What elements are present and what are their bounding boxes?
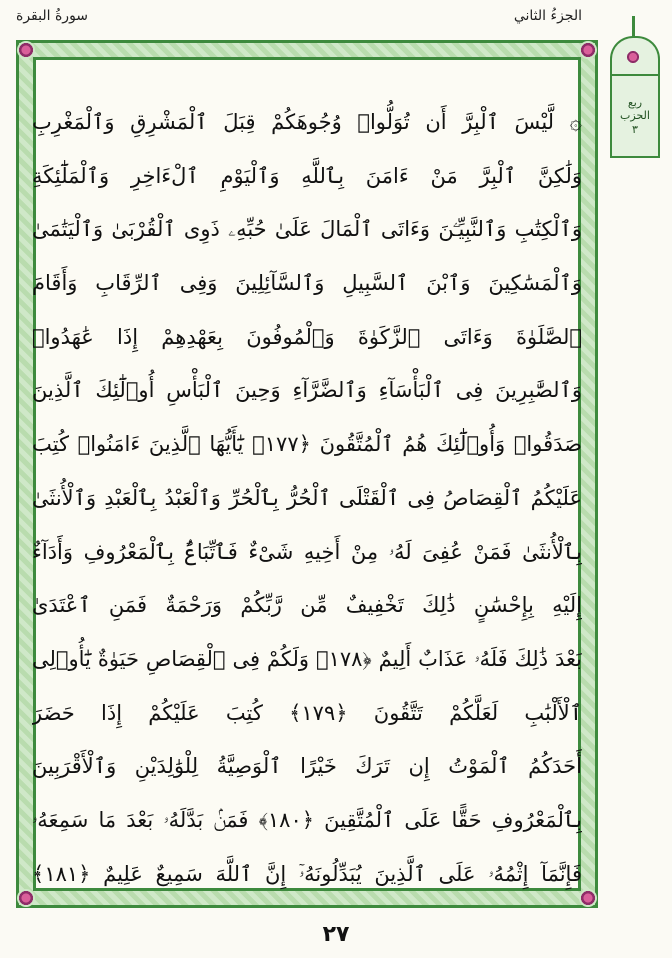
text-line: صَدَقُوا۟ وَأُو۟لَٰٓئِكَ هُمُ ٱلْمُتَّقُونَ ﴿١٧٧﴾ يَٰٓأَيُّهَا ٱلَّذِينَ ءَامَنُوا۟ كُتِبَ	[32, 432, 582, 457]
corner-flower-icon	[579, 41, 597, 59]
text-line: وَٱلْمَسَٰكِينَ وَٱبْنَ ٱلسَّبِيلِ وَٱلسَّآئِلِينَ وَفِى ٱلرِّقَابِ وَأَقَامَ	[32, 271, 582, 296]
text-line: بَعْدَ ذَٰلِكَ فَلَهُۥ عَذَابٌ أَلِيمٌ ﴿١٧٨﴾ وَلَكُمْ فِى ٱلْقِصَاصِ حَيَوٰةٌ يَٰٓأُو۟لِى	[32, 646, 582, 671]
hizb-quarter-label: ربع	[627, 96, 643, 110]
text-line: وَلَٰكِنَّ ٱلْبِرَّ مَنْ ءَامَنَ بِٱللَّهِ وَٱلْيَوْمِ ٱلْءَاخِرِ وَٱلْمَلَٰٓئِكَةِ	[32, 163, 582, 188]
text-line: وَٱلْكِتَٰبِ وَٱلنَّبِيِّـۧنَ وَءَاتَى ٱلْمَالَ عَلَىٰ حُبِّهِۦ ذَوِى ٱلْقُرْبَىٰ وَٱلْيَتَٰمَىٰ	[32, 217, 582, 242]
surah-name: سورةُ البقرة	[16, 8, 89, 24]
quran-text	[32, 96, 582, 901]
text-line: إِلَيْهِ بِإِحْسَٰنٍ ذَٰلِكَ تَخْفِيفٌ مِّن رَّبِّكُمْ وَرَحْمَةٌ فَمَنِ ٱعْتَدَىٰ	[32, 593, 582, 618]
page-number: ٢٧	[322, 922, 350, 947]
hizb-word: الحزب	[620, 109, 650, 123]
hizb-marker	[604, 12, 664, 157]
text-line: عَلَيْكُمُ ٱلْقِصَاصُ فِى ٱلْقَتْلَى ٱلْحُرُّ بِٱلْحُرِّ وَٱلْعَبْدُ بِٱلْعَبْدِ وَٱلْأُنثَىٰ	[32, 485, 582, 510]
hizb-label-box	[610, 74, 660, 158]
text-line: أَحَدَكُمُ ٱلْمَوْتُ إِن تَرَكَ خَيْرًا ٱلْوَصِيَّةُ لِلْوَٰلِدَيْنِ وَٱلْأَقْرَبِينَ	[32, 754, 582, 779]
hizb-number: ٣	[632, 122, 638, 136]
text-line: ۞ لَّيْسَ ٱلْبِرَّ أَن تُوَلُّوا۟ وُجُوهَكُمْ قِبَلَ ٱلْمَشْرِقِ وَٱلْمَغْرِبِ	[32, 110, 582, 134]
text-line: فَإِنَّمَآ إِثْمُهُۥ عَلَى ٱلَّذِينَ يُبَدِّلُونَهُۥٓ إِنَّ ٱللَّهَ سَمِيعٌ عَلِيمٌ ﴿١٨١﴾	[32, 861, 582, 886]
juz-name: الجزءُ الثاني	[513, 8, 582, 24]
text-line: بِٱلْأُنثَىٰ فَمَنْ عُفِىَ لَهُۥ مِنْ أَخِيهِ شَىْءٌ فَٱتِّبَاعٌۢ بِٱلْمَعْرُوفِ وَأَدَآءٌ	[32, 539, 582, 564]
text-line: ٱلْأَلْبَٰبِ لَعَلَّكُمْ تَتَّقُونَ ﴿١٧٩﴾ كُتِبَ عَلَيْكُمْ إِذَا حَضَرَ	[32, 700, 582, 725]
text-line: بِٱلْمَعْرُوفِ حَقًّا عَلَى ٱلْمُتَّقِينَ ﴿١٨٠﴾ فَمَنۢ بَدَّلَهُۥ بَعْدَ مَا سَمِعَهُۥ	[32, 807, 582, 832]
text-line: وَٱلصَّٰبِرِينَ فِى ٱلْبَأْسَآءِ وَٱلضَّرَّآءِ وَحِينَ ٱلْبَأْسِ أُو۟لَٰٓئِكَ ٱلَّذِينَ	[32, 378, 582, 403]
text-line: ٱلصَّلَوٰةَ وَءَاتَى ٱلزَّكَوٰةَ وَٱلْمُوفُونَ بِعَهْدِهِمْ إِذَا عَٰهَدُوا۟	[32, 324, 582, 349]
flower-icon	[626, 50, 640, 64]
hizb-spire	[632, 16, 635, 38]
